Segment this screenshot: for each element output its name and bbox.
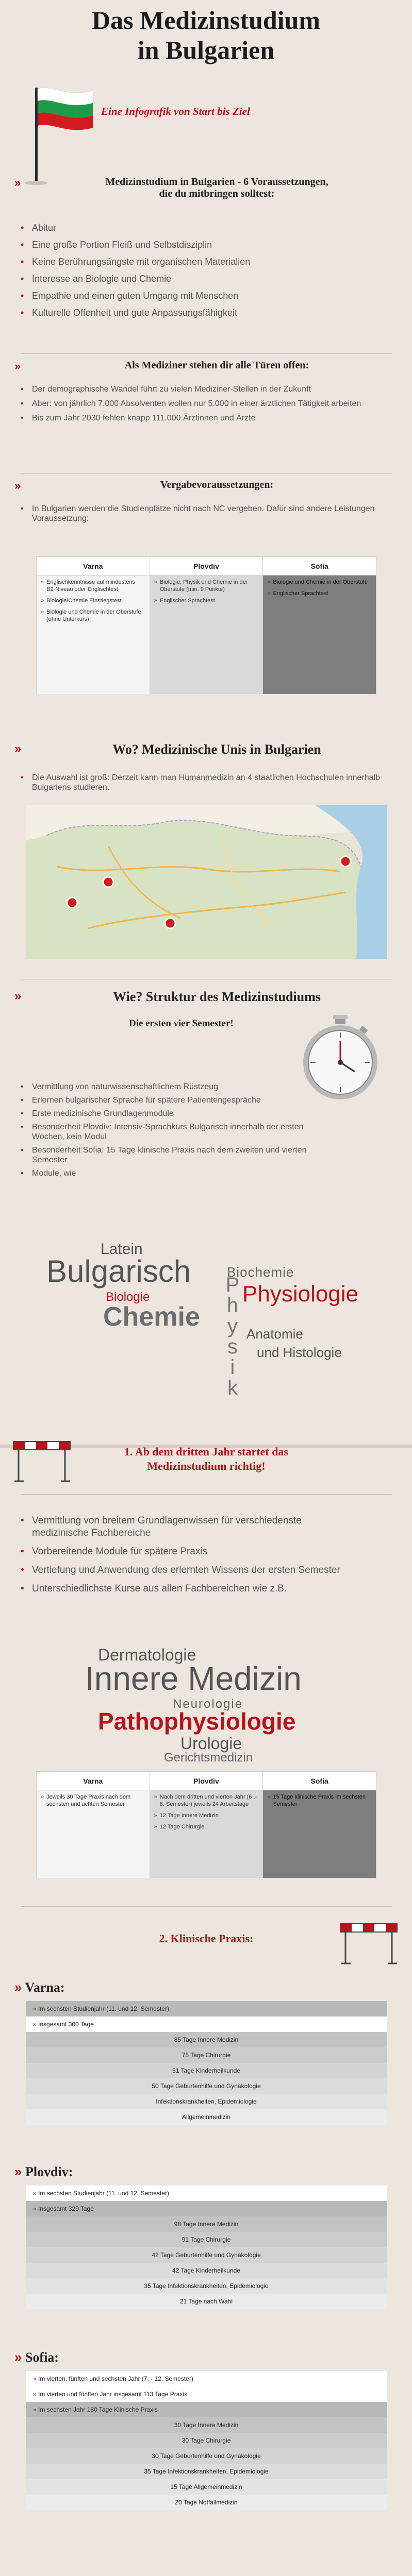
city-label-plovdiv: » Plovdiv: — [14, 2164, 73, 2179]
header-subtitle: Eine Infografik von Start bis Ziel — [101, 105, 250, 117]
marker-icon: » — [41, 609, 44, 615]
table-cell-sofia: » 15 Tage klinische Praxis im sechsten Semester — [263, 1790, 376, 1878]
praxis-row: 21 Tage nach Wahl — [26, 2294, 387, 2309]
word-latein: Latein — [101, 1241, 143, 1258]
table-header-varna: Varna — [37, 1772, 150, 1790]
praxis-row: 42 Tage Kinderheilkunde — [26, 2263, 387, 2278]
table-cell-varna: » Englischkenntnisse auf mindestens B2-Niveau oder Englischtest » Biologie/Chemie Einstiegstest » Biologie und Chemie in der Oberstufe (ohne Unterkurs) — [37, 575, 150, 694]
plovdiv-praxis — [0, 2185, 412, 2314]
chevron-icon: » — [14, 742, 22, 756]
praxis-row: 91 Tage Chirurgie — [26, 2232, 387, 2247]
praxis-highlight: » Im sechsten Studienjahr (11. und 12. Semester) — [26, 2001, 387, 2016]
marker-icon: » — [41, 579, 44, 585]
list-item: • Abitur — [21, 223, 392, 233]
sofia-praxis — [0, 2371, 412, 2515]
table-header-varna: Varna — [37, 557, 150, 575]
praxis-highlight: » Im vierten, fünften und sechsten Jahr (7. - 12. Semester) — [26, 2371, 387, 2386]
praxis-row: 35 Tage Infektionskrankheiten, Epidemiologie — [26, 2278, 387, 2294]
word-biochemie: Biochemie — [227, 1264, 294, 1280]
praxis-row: 75 Tage Chirurgie — [26, 2047, 387, 2063]
list-item: • Vorbereitende Module für spätere Praxis — [21, 1546, 340, 1558]
section5-subtitle: Die ersten vier Semester! — [129, 1018, 234, 1029]
list-item: • Aber: von jährlich 7.000 Absolventen wollen nur 5.000 in einer ärztlichen Tätigkeit arbeiten — [21, 399, 392, 409]
list-item: • Vermittlung von naturwissenschaftlichem Rüstzeug — [21, 1082, 309, 1092]
table-header-sofia: Sofia — [263, 557, 376, 575]
word-chemie: Chemie — [103, 1302, 200, 1332]
table-cell-plovdiv: » Biologie, Physik und Chemie in der Oberstufe (min. 9 Punkte) » Englischer Sprachtest — [150, 575, 263, 694]
chevron-icon: » — [14, 360, 21, 372]
word-innere-medizin: Innere Medizin — [85, 1660, 302, 1697]
list-item: • Eine große Portion Fleiß und Selbstdisziplin — [21, 240, 392, 250]
chevron-icon: » — [14, 176, 21, 189]
word-physiologie: Physiologie — [242, 1281, 359, 1307]
chevron-icon: » — [14, 989, 22, 1003]
praxis-row: 98 Tage Innere Medizin — [26, 2216, 387, 2232]
section3-heading: » Vergabevoraussetzungen: — [14, 479, 274, 492]
word-neurologie: Neurologie — [173, 1697, 243, 1711]
praxis-row: 30 Tage Geburtenhilfe und Gynäkologie — [26, 2448, 387, 2464]
hurdle-icon — [8, 1432, 75, 1484]
word-physik: Physik — [225, 1274, 240, 1399]
praxis-row: 85 Tage Innere Medizin — [26, 2032, 387, 2047]
city-label-sofia: » Sofia: — [14, 2349, 59, 2365]
list-item: • Vermittlung von breitem Grundlagenwissen für verschiedenste medizinische Fachbereiche — [21, 1515, 340, 1539]
chevron-icon: » — [14, 479, 21, 492]
table-header-plovdiv: Plovdiv — [150, 557, 263, 575]
list-item: • Die Auswahl ist groß: Derzeit kann man Humanmedizin an 4 staatlichen Hochschulen innerhalb Bulgariens studieren. — [21, 773, 392, 792]
section5-list — [21, 1082, 309, 1182]
hurdle-icon — [335, 1914, 402, 1966]
word-gerichtsmedizin: Gerichtsmedizin — [164, 1751, 253, 1765]
marker-icon: » — [267, 579, 271, 585]
list-item: • Erste medizinische Grundlagenmodule — [21, 1109, 309, 1118]
list-item: • Empathie und einen guten Umgang mit Menschen — [21, 291, 392, 301]
section4-list — [21, 773, 392, 797]
list-item: • In Bulgarien werden die Studienplätze nicht nach NC vergeben. Dafür sind andere Leistungen Voraussetzung: — [21, 504, 392, 523]
list-item: • Bis zum Jahr 2030 fehlen knapp 111.000 Ärztinnen und Ärzte — [21, 413, 392, 423]
section4-heading: » Wo? Medizinische Unis in Bulgarien — [14, 742, 321, 757]
word-bulgarisch: Bulgarisch — [46, 1254, 191, 1289]
word-anatomie: Anatomie — [246, 1326, 303, 1342]
bulgarian-flag-icon — [21, 77, 98, 185]
city-label-varna: » Varna: — [14, 1979, 65, 1995]
list-item: • Kulturelle Offenheit und gute Anpassungsfähigkeit — [21, 308, 392, 318]
list-item: • Unterschiedlichste Kurse aus allen Fachbereichen wie z.B. — [21, 1583, 340, 1595]
word-cloud-1 — [0, 1242, 412, 1427]
list-item: • Erlernen bulgarischer Sprache für spätere Patientengespräche — [21, 1095, 309, 1105]
praxis-highlight: » Insgesamt 329 Tage — [26, 2201, 387, 2216]
praxis-row: 35 Tage Infektionskrankheiten, Epidemiologie — [26, 2464, 387, 2479]
table-header-sofia: Sofia — [263, 1772, 376, 1790]
list-item: • Module, wie — [21, 1168, 309, 1178]
table-header-plovdiv: Plovdiv — [150, 1772, 263, 1790]
section6-list — [21, 1515, 340, 1601]
marker-icon: » — [154, 1794, 157, 1800]
marker-icon: » — [267, 1794, 271, 1800]
list-item: • Interesse an Biologie und Chemie — [21, 274, 392, 284]
marker-icon: » — [41, 1794, 44, 1800]
stopwatch-icon — [299, 1015, 382, 1103]
divider — [21, 1906, 392, 1907]
praxis-highlight: » Im sechsten Jahr 180 Tage Klinische Praxis — [26, 2402, 387, 2417]
praxis-row: 50 Tage Geburtenhilfe und Gynäkologie — [26, 2078, 387, 2094]
varna-praxis — [0, 2001, 412, 2130]
table-cell-plovdiv: » Nach dem dritten und vierten Jahr (6 .- 8. Semester) jeweils 24 Arbeitstage » 12 Tage Innere Medizin » 12 Tage Chirurgie — [150, 1790, 263, 1878]
marker-icon: » — [154, 1812, 157, 1819]
word-dermatologie: Dermatologie — [98, 1646, 196, 1664]
praxis-table — [36, 1771, 376, 1878]
list-item: • Vertiefung und Anwendung des erlernten Wissens der ersten Semester — [21, 1564, 340, 1577]
word-urologie: Urologie — [180, 1734, 242, 1753]
word-biologie: Biologie — [106, 1290, 150, 1304]
section1-heading: » Medizinstudium in Bulgarien - 6 Voraussetzungen, die du mitbringen solltest: — [14, 176, 328, 199]
praxis-highlight: » Im vierten und fünften Jahr insgesamt 113 Tage Praxis — [26, 2386, 387, 2402]
table-cell-varna: » Jeweils 30 Tage Praxis nach dem sechsten und achten Semester — [37, 1790, 150, 1878]
marker-icon: » — [154, 598, 157, 604]
marker-icon: » — [154, 579, 157, 585]
section1-list — [21, 223, 392, 325]
list-item: • Besonderheit Sofia: 15 Tage klinische Praxis nach dem zweiten und vierten Semester — [21, 1145, 309, 1165]
word-histologie: und Histologie — [257, 1345, 342, 1360]
word-cloud-2 — [0, 1646, 412, 1765]
praxis-row: 15 Tage Allgemeinmedizin — [26, 2479, 387, 2495]
praxis-row: 20 Tage Notfallmedizin — [26, 2495, 387, 2510]
table-cell-sofia: » Biologie und Chemie in der Oberstufe » Englischer Sprachtest — [263, 575, 376, 694]
title-line-1: Das Medizinstudium — [91, 6, 321, 35]
divider — [21, 353, 392, 354]
praxis-row: Infektionskrankheiten, Epidemiologie — [26, 2094, 387, 2109]
praxis-row: 30 Tage Innere Medizin — [26, 2417, 387, 2433]
marker-icon: » — [267, 590, 271, 597]
marker-icon: » — [41, 598, 44, 604]
section7-heading: 2. Klinische Praxis: — [159, 1932, 254, 1945]
praxis-row: Allgemeinmedizin — [26, 2109, 387, 2125]
bulgaria-map — [26, 805, 387, 959]
praxis-row: 51 Tage Kinderheilkunde — [26, 2063, 387, 2078]
list-item: • Der demographische Wandel führt zu vielen Mediziner-Stellen in der Zukunft — [21, 384, 392, 394]
praxis-row: 30 Tage Chirurgie — [26, 2433, 387, 2448]
section2-heading: » Als Mediziner stehen dir alle Türen offen: — [14, 360, 309, 372]
divider — [21, 1494, 392, 1495]
header-title — [0, 7, 412, 63]
word-pathophysiologie: Pathophysiologie — [98, 1708, 296, 1735]
list-item: • Keine Berührungsängste mit organischen Materialien — [21, 257, 392, 267]
marker-icon: » — [154, 1824, 157, 1830]
praxis-row: 42 Tage Geburtenhilfe und Gynäkologie — [26, 2247, 387, 2263]
section6-heading: 1. Ab dem dritten Jahr startet das Medizinstudium richtig! — [124, 1445, 288, 1472]
section5-heading: » Wie? Struktur des Medizinstudiums — [14, 989, 321, 1004]
list-item: • Besonderheit Plovdiv: Intensiv-Sprachkurs Bulgarisch innerhalb der ersten Wochen, kein Modul — [21, 1122, 309, 1142]
section3-intro — [21, 504, 392, 528]
section2-list — [21, 384, 392, 428]
praxis-highlight: » Im sechsten Studienjahr (11. und 12. Semester) — [26, 2185, 387, 2201]
praxis-highlight: » Insgesamt 300 Tage — [26, 2016, 387, 2032]
title-line-2: in Bulgarien — [137, 36, 275, 64]
requirements-table — [36, 556, 376, 694]
